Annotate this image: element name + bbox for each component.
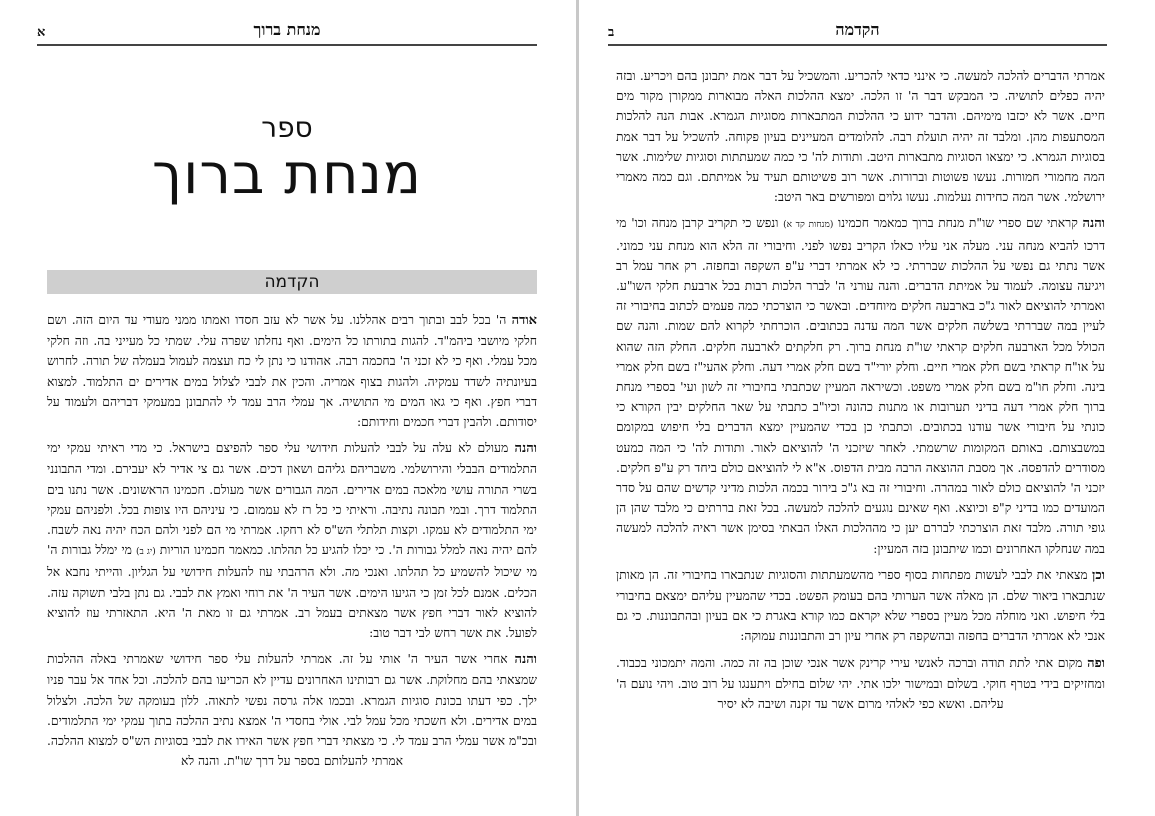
paragraph-text: אמרתי הדברים להלכה למעשה. כי אינני כדאי להכריע. והמשכיל על דבר אמת יתבונן בהם ויכריע. ובזה יהיה כפלים לתושיה. כי המבקש דבר ה' זו הלכה. ימצא ההלכות האלה מבוארות ממקורן מקור מים חיים. אשר לא יכזבו מימיהם. והדבר ידוע כי ההלכות המתבארות מסוגיות הגמרא. אבות הנה להלכות המסתעפות מהן. ומלבד זה יהיה תועלת רבה. להלומדים המעיינים בעיון פקוחה. להשכיל על דבר אמת בסוגיות הגמרא. כי ימצאו הסוגיות מתבארות היטב. ותודות לה' כי כמה שמעתתות וסוגיות שלימות. אשר המה מחמורי חמורות. נעשו פשוטות וברורות. אשר רוב פשיטותם תעיד על אמיתתם. וגם כמה מאמרי ירושלמי. אשר המה כחידות נעלמות. נעשו גלוים ומפורשים באר היטב: (616, 69, 1105, 205)
page-number: א (37, 25, 46, 40)
page-number: ב (608, 25, 615, 40)
paragraph-lead-word: ופה (1087, 655, 1105, 671)
paragraph (47, 438, 537, 643)
paragraph (47, 649, 537, 771)
section-heading-bar (47, 270, 537, 294)
paragraph (616, 66, 1105, 207)
section-heading: הקדמה (264, 272, 320, 292)
paragraph-text: מעולם לא עלה על לבבי להעלות חידושי עלי ספר להפיצם בישראל. כי מדי ראיתי עמקי ימי התלמודים הבבלי והירושלמי. משבריהם גליהם ושאון דכים. אשר גם צי אדיר לא יעבירם. ומדי התבונני בשרי התורה עושי מלאכה במים אדירים. המה הגבורים אשר מעולם. חכמינו הראשונים. אשר נתנו בים התלמוד דרך. ובמי תבונה נתיבה. וראיתי כי כל רז לא עממום. כי עיניהם היו צופות בכל. ולפניהם עמקי ימי התלמודים לא עמקו. וקצות תלתלי הש"ס לא רחקו. אמרתי מי הם לפני ולהם הכח יהיה נאה לשבח. להם יהיה נאה למלל גבורות ה'. כי יכלו להגיע כל תהלתו. כמאמר חכמינו הוריות (47, 441, 537, 558)
paragraph-lead-word: והנה (1082, 216, 1106, 232)
running-head-title: הקדמה (835, 20, 880, 39)
paragraph (616, 213, 1105, 558)
right-body-text (616, 66, 1105, 720)
paragraph-text-continued: מי ימלל גבורות ה' מי שיכול להשמיע כל תהלתו. ואנכי מה. ולא הרהבתי עוז להעלות חידושי על הגליון. והייתי נחבא אל הכלים. אמנם לכל זמן כי הגיעו הימים. אשר העיר ה' את רוחי ואמץ את לבבי. גם נתן בלבי תשוקה עזה. להוציא לאור דברי חפץ אשר מצאתים בעמל רב. אמרתי גם זו מאת ה' היא. התאזרתי עוז להוציא לפועל. את אשר רחש לבי דבר טוב: (47, 543, 537, 641)
book-title-prefix: ספר (261, 111, 313, 144)
paragraph-text-continued: ונפש כי תקריב קרבן מנחה וכו' מי דרכו להביא מנחה עני. מעלה אני עליו כאלו הקריב נפשו לפני. וחיבורי זה הלא הוא מנחת עני כמוני. אשר נתתי גם נפשי על ההלכות שבררתי. כי לא אמרתי דברי ע"פ השקפה ובחפזה. רק אחר עמל רב ויגיעה עצומה. לעמוד על אמיתת הדברים. והנה עורני ה' לברר הלכות רבות בכל ארבעת חלקי השו"ע. ואמרתי להוציאם לאור ג"כ בארבעה חלקים מיוחדים. ובאשר כי הוצרכתי כמה פעמים לכתוב בחיבורי זה לעיין במה שבררתי בשלשה חלקים אשר המה עדנה בכתובים. הוכרחתי לקרוא להם שמות. והנה שם הכולל מכל הארבעה חלקים קראתי שו"ת מנחת ברוך. רק חלקתים לארבעה חלקים. החלק הזה שהוא על או"ח קראתי בשם חלק אמרי חיים. וחלק יורי"ד בשם חלק אמרי דעה. וחלק אהעי"ז בשם חלק אמרי בינה. וחלק חו"מ בשם חלק אמרי משפט. וכשיראה המעיין שכתבתי בחיבורי זה לשון ועי' בספרי מנחת ברוך חלק אמרי דעה בדיני תערובות או מתנות כהונה וכיו"ב כתבתי על שאר החלקים יבין הקורא כי כונתי על חיבורי אשר עודנו בכתובים. וכתבתי כן בכדי שהמעיין ימצא הדברים בלי חיפוש במקומם במשבצותם. באותם המקומות שרשמתי. לאחר שיזכני ה' להוציאם לאור. ותודות לה' כי המה כמעט מסודרים להדפסה. אך מסבת ההוצאה הרבה מבית הדפוס. א"א לי להוציאם כולם ביחד רק ע"פ חלקים. יזכני ה' להוציאם כולם לאור במהרה. וחיבורי זה בא ג"כ בירור בכמה הלכות מדיני קדשים שהם על סדר המועדים כמו בדיני ק"פ וכיוצא. ואף שאינם נוגעים להלכה למעשה. בכל זאת בררתים כי מלבד שהן הן גופי תורה. מלבד זאת הוצרכתי לבררם יען כי מההלכות האלו הבאתי בסימן אשר ראיה להלכה למעשה במה שנחלקו האחרונים וכמו שיתבונן בזה המעיין: (616, 216, 1105, 556)
book-title: מנחת ברוך (152, 142, 422, 207)
right-page-header (608, 18, 1107, 46)
paragraph-text: ה' בכל לבב ובתוך רבים אהללנו. על אשר לא עזב חסדו ואמתו ממני מעודי עד היום הזה. ושם חלקי מיושבי ביהמ"ד. להגות בתורתו כל הימים. ואף נחלתו שפרה עלי. שמתי כל מעייני בה. וזה חלקי מכל עמלי. ואף כי לא זכני ה' בחכמה רבה. אהודנו כי נתן לי כח ועצמה לעמול בעמלה של תורה. לחרוש בעיונתיה לשדד עמקיה. ולהגות בצוף אמריה. והכין את לבבי לצלול במים אדירים ים התלמוד. למצוא דברי חפץ. ואף כי גאו המים מי התושיה. אך עמלי הרב עמד לי להתבונן במעמקי דבריהם ולעמוד על יסודותם. ולהבין דברי חכמים וחידותם: (47, 313, 537, 430)
citation: (מנחות קד א) (783, 220, 834, 231)
paragraph-lead-word: והנה (514, 441, 537, 457)
paragraph (616, 653, 1105, 715)
citation: (יג ב) (136, 547, 156, 558)
paragraph-lead-word: אודה (511, 313, 537, 328)
paragraph-text: מקום אתי לתת תודה וברכה לאנשי עירי קרינק אשר אנכי שוכן בה זה כמה. והמה יתמכוני בכבוד. ומחזיקים בידי בטרף חוקי. בשלום ובמישור ילכו אתי. יהי שלום בחילם ויתענגו על רוב טוב. ויהי נועם ה' עליהם. ואשא כפי לאלהי מרום אשר עד זקנה ושיבה לא יסיר (616, 655, 1105, 712)
paragraph-lead-word: והנה (514, 652, 537, 668)
left-page (0, 0, 576, 816)
right-page (579, 0, 1155, 816)
left-page-header (37, 18, 537, 46)
paragraph-text: אחרי אשר העיר ה' אותי על זה. אמרתי להעלות עלי ספר חידושי שאמרתי באלה ההלכות שמצאתי בהם מחלוקת. אשר גם רבותינו האחרונים עדיין לא הכריעו בהם להלכה. וכל אחד אל עבר פניו ילך. כפי דעתו בכונת סוגיות הגמרא. ובכמו אלה גרסה נפשי לתאוה. ללון בעומקה של הלכה. ולצלול במים אדירים. ולא חשכתי מכל עמל לבי. אולי בחסדי ה' אמצא נתיב ההלכה בתוך עמקי ימי התלמודים. ובכ"מ אשר עמלי הרב עמד לי. כי מצאתי דברי חפץ אשר האירו את לבבי בסוגיות הש"ס למצוא ההלכה. אמרתי להעלותם בספר על דרך שו"ת. והנה לא (47, 652, 537, 769)
running-head-title: מנחת ברוך (253, 20, 321, 39)
paragraph (47, 310, 537, 432)
left-body-text (47, 310, 537, 777)
paragraph (616, 565, 1105, 647)
paragraph-text: קראתי שם ספרי שו"ת מנחת ברוך כמאמר חכמינו (833, 216, 1083, 231)
paragraph-lead-word: וכן (1092, 567, 1105, 583)
paragraph-text: מצאתי את לבבי לעשות מפתחות בסוף ספרי מהשמעתתות והסוגיות שנתבארו בחיבורי זה. הן מאותן שנתבארו ביאור שלם. הן מאלה אשר הערותי בהם בעומק הפשט. בכדי שהמעיין עליהם ימצאם בחיבורי בלי חיפוש. ואני מוחלה מכל מעיין בספרי שלא יקראם כמו קורא באגרת כי אם בעיון ובהתבוננות. כי גם אנכי לא אמרתי הדברים בחפזה ובהשקפה רק אחרי עיון רב והתבוננות עמוקה: (616, 567, 1105, 644)
